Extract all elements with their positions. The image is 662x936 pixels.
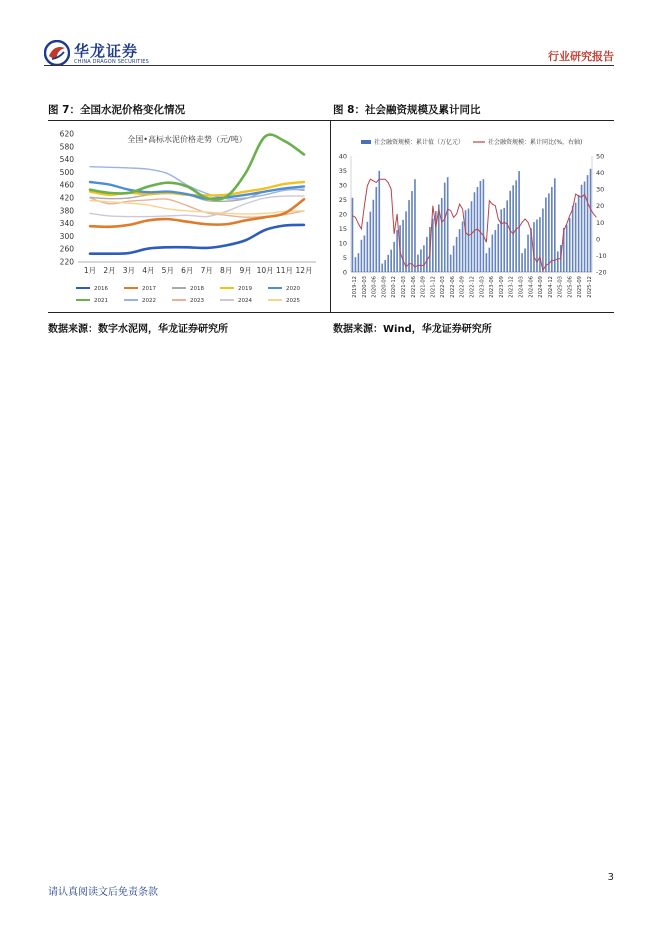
y-right-tick-label: 0 [596,235,601,244]
x-tick-label: 2020-06 [371,276,378,298]
bar [536,220,538,272]
bar [447,177,449,272]
legend-swatch-bar [361,140,371,144]
y-tick-label: 620 [59,129,74,139]
x-tick-label: 2024-03 [518,276,525,298]
bar [551,187,553,272]
x-tick-label: 1月 [83,266,97,275]
bar [441,198,443,272]
legend-label-2021: 2021 [94,298,108,304]
x-tick-label: 6月 [181,266,194,275]
bar [378,171,380,272]
bar [465,210,467,272]
cement-price-chart [48,122,328,310]
figure-8-source: 数据来源：Wind，华龙证券研究所 [333,324,492,335]
y-tick-label: 220 [59,257,74,267]
bar [468,208,470,272]
bar [450,255,452,272]
bar [411,191,413,272]
brand-logo [44,38,150,68]
bar [590,169,592,272]
x-tick-label: 2022-03 [440,276,447,298]
bar [367,222,369,272]
y-left-tick-label: 10 [338,239,347,248]
x-tick-label: 3月 [122,266,136,275]
legend-label-line: 社会融资规模：累计同比(%，右轴) [488,139,583,146]
bar [486,253,488,272]
x-tick-label: 2023-03 [479,276,486,298]
bar [417,255,419,272]
x-tick-label: 5月 [161,266,174,275]
figure-top-rule [48,120,614,121]
x-tick-label: 2023-12 [508,276,515,298]
y-left-tick-label: 40 [338,152,347,161]
bar [545,197,547,272]
x-tick-label: 2021-12 [430,276,437,298]
x-tick-label: 9月 [239,266,252,275]
series-line-2023 [90,198,304,217]
bar [483,179,485,272]
x-tick-label: 2021-03 [400,276,407,298]
x-tick-label: 12月 [295,266,313,275]
report-type: 行业研究报告 [548,50,614,63]
y-tick-label: 540 [59,155,74,165]
bar [355,257,357,272]
legend-label-2025: 2025 [286,298,300,304]
legend-label-2022: 2022 [142,298,156,304]
disclaimer-note: 请认真阅读文后免责条款 [48,887,158,898]
bar [506,200,508,272]
figure-8-title: 图 8：社会融资规模及累计同比 [333,104,481,116]
figure-7-source: 数据来源：数字水泥网，华龙证券研究所 [48,324,228,335]
legend-label-2016: 2016 [94,286,108,292]
bar [521,253,523,272]
y-left-tick-label: 25 [338,196,347,204]
bar [462,222,464,272]
bar [500,209,502,272]
x-tick-label: 7月 [200,266,213,275]
social-financing-chart [333,122,614,310]
bar [578,195,580,272]
x-tick-label: 2025-12 [587,276,593,298]
bar [474,192,476,272]
series-line-2025 [90,201,304,214]
brand-name: 华龙证券 [74,42,139,60]
bar [375,187,377,272]
x-tick-label: 2020-09 [381,276,388,298]
dragon-logo-icon [44,40,70,66]
page-number: 3 [607,872,614,883]
y-right-tick-label: 50 [596,152,605,161]
bar [408,200,410,272]
x-tick-label: 11月 [276,266,294,275]
bar [352,198,354,272]
y-right-tick-label: 10 [596,218,605,227]
bar [489,248,491,272]
legend-label-2023: 2023 [190,298,204,304]
bar [453,246,455,272]
x-tick-label: 2025-03 [557,276,564,298]
y-tick-label: 300 [59,231,74,241]
bar [480,181,482,272]
bar [494,230,496,272]
x-tick-label: 2025-09 [577,276,584,298]
bar [572,206,574,272]
x-tick-label: 2020-03 [361,276,368,298]
bar [384,260,386,272]
bar [533,222,535,272]
y-tick-label: 580 [59,142,74,152]
y-left-tick-label: 5 [342,254,347,262]
x-tick-label: 2019-12 [352,276,358,298]
x-tick-label: 4月 [142,266,155,275]
bar [518,171,520,272]
bar [569,218,571,272]
bar [527,235,529,272]
chart-title: 全国•高标水泥价格走势（元/吨） [127,135,247,144]
y-right-tick-label: -10 [596,251,607,260]
y-tick-label: 460 [59,180,74,190]
figure-column-divider [330,120,331,313]
bar [444,183,446,272]
x-tick-label: 2021-09 [420,276,427,298]
bar [512,185,514,272]
series-line-2016 [90,225,304,254]
legend-label-2018: 2018 [190,286,204,292]
x-tick-label: 2月 [103,266,116,275]
legend-label-2019: 2019 [238,286,252,292]
legend-label-bar: 社会融资规模：累计值（万亿元） [374,139,465,146]
y-left-tick-label: 20 [338,210,347,219]
brand-name-en: CHINA DRAGON SECURITIES [74,59,149,65]
bar [396,230,398,272]
x-tick-label: 2024-09 [538,276,545,298]
x-tick-label: 2021-06 [410,276,417,298]
bar [566,225,568,272]
y-left-tick-label: 30 [338,181,347,190]
legend-label-2020: 2020 [286,286,300,292]
legend-label-2017: 2017 [142,286,156,292]
figure-7-title: 图 7：全国水泥价格变化情况 [48,104,185,116]
bar [524,249,526,272]
bar [361,240,363,272]
x-tick-label: 2024-06 [528,276,535,298]
bar [557,251,559,272]
bar [414,179,416,272]
y-right-tick-label: -20 [596,268,607,277]
bar [459,229,461,272]
bar [423,245,425,272]
bar [393,242,395,272]
bar [471,201,473,272]
y-right-tick-label: 30 [596,185,605,194]
x-tick-label: 10月 [256,266,274,275]
bar [426,237,428,272]
bar [492,235,494,272]
bar [370,212,372,272]
y-tick-label: 260 [59,244,74,254]
x-tick-label: 2020-12 [391,276,398,298]
y-tick-label: 420 [59,193,74,203]
bar [497,224,499,272]
bar [390,250,392,272]
bar [542,208,544,272]
bar [539,217,541,272]
x-tick-label: 2023-09 [498,276,505,298]
bar [554,178,556,272]
bar [381,264,383,272]
bar [503,208,505,272]
y-left-tick-label: 0 [342,268,347,277]
bar [456,237,458,272]
legend-label-2024: 2024 [238,298,252,304]
x-tick-label: 8月 [220,266,233,275]
bar [420,249,422,272]
y-tick-label: 340 [59,219,74,229]
bar [575,203,577,272]
x-tick-label: 2022-06 [449,276,456,298]
bar [432,219,434,272]
y-left-tick-label: 15 [338,225,347,233]
y-right-tick-label: 20 [596,202,605,211]
y-tick-label: 500 [59,167,74,177]
bar [387,255,389,272]
y-left-tick-label: 35 [338,167,347,175]
x-tick-label: 2025-06 [567,276,574,298]
header-divider [44,65,614,66]
bar [402,220,404,272]
bar [358,253,360,272]
x-tick-label: 2024-12 [547,276,554,298]
bar [372,200,374,272]
bar [515,180,517,272]
bar [587,175,589,272]
y-right-tick-label: 40 [596,169,605,178]
y-tick-label: 380 [59,206,74,216]
x-tick-label: 2022-09 [459,276,466,298]
bar [405,211,407,272]
figure-bottom-rule [48,312,614,313]
x-tick-label: 2023-06 [489,276,496,298]
bar [364,235,366,272]
bar [548,193,550,272]
x-tick-label: 2022-12 [469,276,476,298]
